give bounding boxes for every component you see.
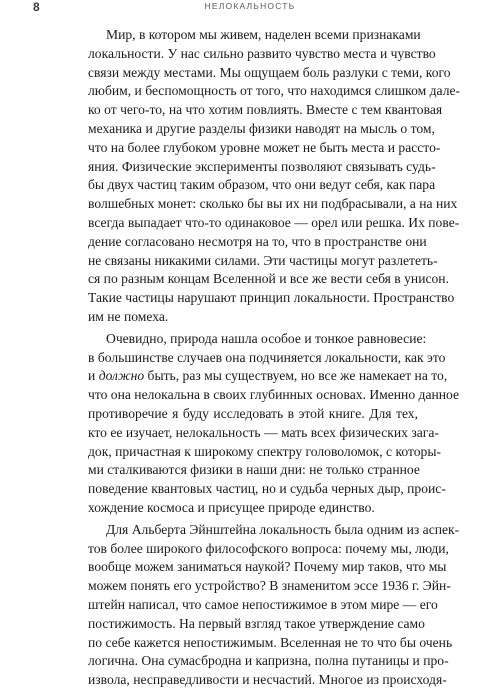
text-line: не связаны никакими силами. Эти частицы могут разлететь- <box>88 252 438 268</box>
text-line: вообще можем заниматься наукой? Почему мир таков, что мы <box>88 559 447 575</box>
text-line: постижимость. На первый взгляд такое утверждение само <box>88 615 425 631</box>
text-line: любим, и беспомощность от того, что находимся слишком дале- <box>88 83 461 99</box>
emphasis-text: должно <box>98 368 145 384</box>
text-line: Для Альберта Эйнштейна локальность была одним из аспек- <box>106 521 460 537</box>
text-line: ко от чего-то, на что хотим повлиять. Вместе с тем квантовая <box>88 102 443 118</box>
text-line: что она нелокальна в своих глубинных основах. Именно данное <box>88 387 460 403</box>
text-line: тов более широкого философского вопроса: почему мы, люди, <box>88 540 449 556</box>
paragraph-2 <box>88 330 460 518</box>
text-line: логична. Она сумасбродна и капризна, полна путаницы и про- <box>88 653 449 669</box>
text-line: по себе кажется непостижимым. Вселенная не то что бы очень <box>88 634 453 650</box>
text-line: док, причастная к широкому спектру головоломок, с которы- <box>88 443 442 459</box>
page-number: 8 <box>33 0 40 14</box>
text-line: кто ее изучает, нелокальность — мать всех физических зага- <box>88 424 439 440</box>
text-line: локальности. У нас сильно развито чувство места и чувство <box>88 45 436 61</box>
text-line: поведение квантовых частиц, но и судьба черных дыр, проис- <box>88 481 446 497</box>
text-line: Такие частицы нарушают принцип локальности. Пространство <box>88 290 455 306</box>
text-line: всегда выпадает что-то одинаковое — орел или решка. Их пове- <box>88 214 460 230</box>
text-line: бы двух частиц таким образом, что они ведут себя, как пара <box>88 177 436 193</box>
text-line: можем понять его устройство? В знаменитом эссе 1936 г. Эйн- <box>88 578 451 594</box>
text-line: извола, несправедливости и несчастий. Многое из происходя- <box>88 672 447 688</box>
text-line: связи между местами. Мы ощущаем боль разлуки с теми, кого <box>88 64 451 80</box>
text-line: ся по разным концам Вселенной и все же вести себя в унисон. <box>88 271 449 287</box>
text-line: ми сталкиваются физики в наши дни: не только странное <box>88 462 420 478</box>
text-line: яния. Физические эксперименты позволяют связывать судь- <box>88 158 436 174</box>
text-line: механика и другие разделы физики наводят на мысль о том, <box>88 120 435 136</box>
text-line: противоречие я буду исследовать в этой книге. Для тех, <box>88 405 418 421</box>
paragraph-3 <box>88 521 460 690</box>
text-line: в большинстве случаев она подчиняется локальности, как это <box>88 349 446 365</box>
text-line: Мир, в котором мы живем, наделен всеми признаками <box>106 27 421 42</box>
paragraph-1 <box>88 26 461 327</box>
text-line: Очевидно, природа нашла особое и тонкое равновесие: <box>106 330 427 346</box>
text-line: штейн написал, что самое непостижимое в этом мире — его <box>88 596 438 612</box>
running-head: НЕЛОКАЛЬНОСТЬ <box>204 1 296 11</box>
text-line: хождение космоса и присущее природе единство. <box>88 499 375 515</box>
text-line: и должно быть, раз мы существуем, но все же намекает на то, <box>88 368 448 384</box>
body-text <box>88 26 461 690</box>
text-line: им не помеха. <box>88 308 169 324</box>
text-line: дение согласовано несмотря на то, что в пространстве они <box>88 233 427 249</box>
text-line: что на более глубоком уровне может не быть места и рассто- <box>88 139 441 155</box>
text-line: волшебных монет: сколько бы вы их ни подбрасывали, а на них <box>88 196 458 212</box>
